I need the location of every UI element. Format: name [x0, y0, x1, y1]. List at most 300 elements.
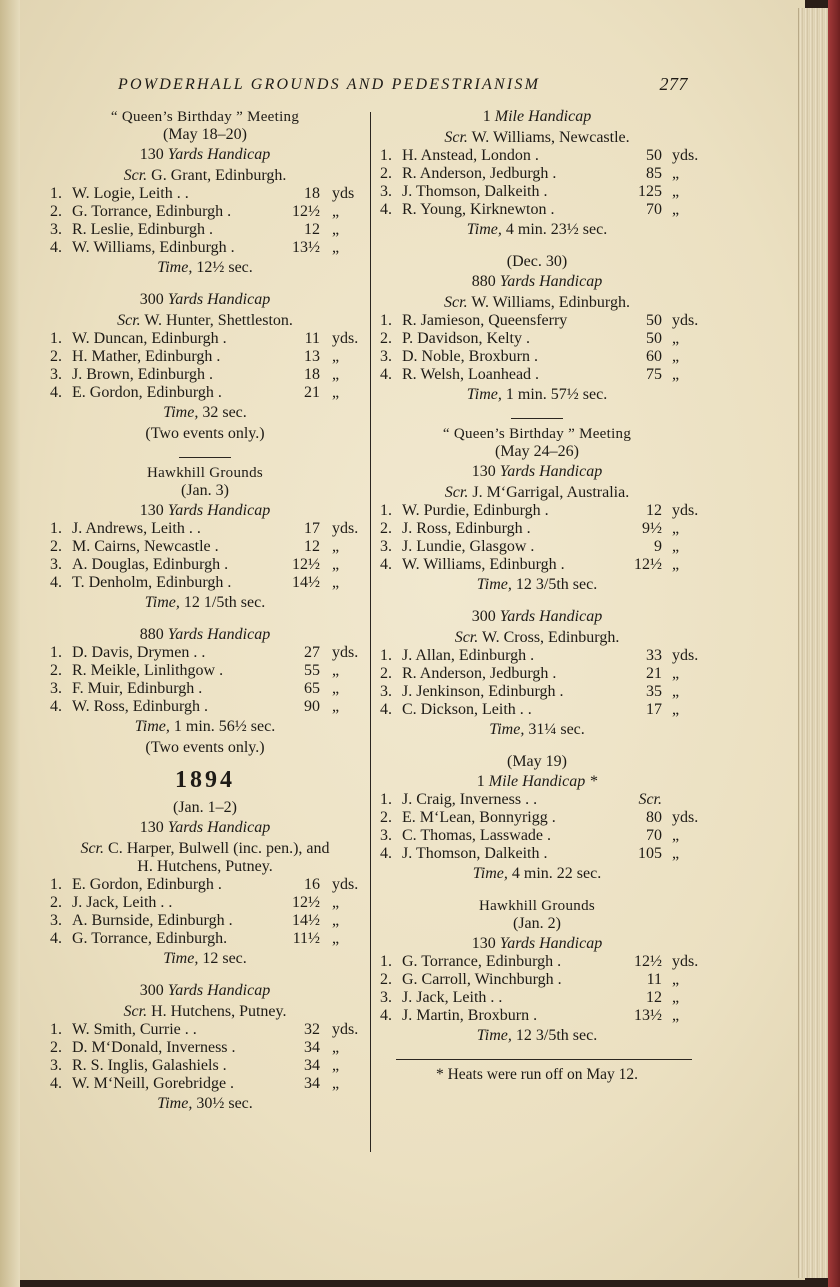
result-place: 3. — [380, 183, 392, 200]
result-name: G. Torrance, Edinburgh. — [72, 930, 228, 947]
result-handicap: 90 — [304, 698, 320, 715]
result-row — [376, 953, 698, 971]
result-row — [376, 845, 698, 863]
result-row — [376, 683, 698, 701]
result-handicap: 18 — [304, 366, 320, 383]
result-row — [376, 147, 698, 165]
event-distance: 880 — [471, 273, 496, 290]
event-title — [376, 935, 698, 953]
time-value: 31¼ sec. — [528, 721, 585, 738]
result-unit: „ — [332, 239, 340, 256]
result-unit: „ — [332, 556, 340, 573]
result-unit: „ — [672, 520, 680, 537]
result-unit: „ — [332, 1039, 340, 1056]
result-unit: „ — [672, 366, 680, 383]
result-row — [46, 698, 364, 716]
result-name: R. Anderson, Jedburgh . — [402, 665, 557, 682]
event-name: Yards Handicap — [499, 273, 603, 290]
result-handicap: 13½ — [292, 239, 320, 256]
result-unit: „ — [672, 1007, 680, 1024]
meeting-title: Hawkhill Grounds — [146, 465, 264, 481]
result-place: 4. — [380, 201, 392, 218]
time-line — [46, 404, 364, 422]
result-handicap: 12 — [304, 221, 320, 238]
time-value: 12 3/5th sec. — [515, 576, 598, 593]
event-distance: 130 — [139, 146, 164, 163]
section-note: (Two events only.) — [145, 739, 265, 756]
event-name: Yards Handicap — [167, 291, 271, 308]
event-title — [376, 108, 698, 126]
result-place: 2. — [50, 1039, 62, 1056]
result-row — [46, 556, 364, 574]
result-handicap: 27 — [304, 644, 320, 661]
result-row — [46, 662, 364, 680]
event-section — [46, 291, 364, 443]
event-distance: 130 — [139, 819, 164, 836]
result-handicap: 32 — [304, 1021, 320, 1038]
result-handicap: 12 — [646, 989, 662, 1006]
event-title — [46, 982, 364, 1000]
result-place: 2. — [50, 662, 62, 679]
result-handicap: 12 — [646, 502, 662, 519]
meeting-title: “ Queen’s Birthday ” Meeting — [442, 426, 632, 442]
result-unit: „ — [672, 556, 680, 573]
scratch-runner: J. M‘Garrigal, Australia. — [472, 484, 630, 501]
scratch-label: Scr. — [444, 129, 468, 146]
result-handicap: 65 — [304, 680, 320, 697]
result-unit: „ — [672, 348, 680, 365]
meeting-date: (Jan. 2) — [513, 915, 561, 932]
scratch-runner: H. Hutchens, Putney. — [151, 1003, 287, 1020]
result-place: 4. — [50, 239, 62, 256]
result-name: D. Davis, Drymen . . — [72, 644, 206, 661]
result-name: J. Craig, Inverness . . — [402, 791, 538, 808]
result-handicap: 11 — [304, 330, 320, 347]
result-name: E. Gordon, Edinburgh . — [72, 876, 222, 893]
result-name: D. M‘Donald, Inverness . — [72, 1039, 236, 1056]
event-title — [46, 502, 364, 520]
event-title — [46, 291, 364, 309]
result-unit: yds. — [672, 312, 699, 329]
result-handicap: 17 — [304, 520, 320, 537]
time-line — [376, 386, 698, 404]
result-place: 1. — [380, 147, 392, 164]
time-label: Time, — [489, 721, 525, 738]
result-handicap: 12½ — [292, 894, 320, 911]
result-handicap: 12½ — [634, 953, 662, 970]
result-handicap: 70 — [646, 201, 662, 218]
result-handicap: 21 — [646, 665, 662, 682]
result-row — [46, 680, 364, 698]
result-place: 4. — [50, 1075, 62, 1092]
result-name: R. Anderson, Jedburgh . — [402, 165, 557, 182]
result-handicap: 50 — [646, 330, 662, 347]
event-name: Yards Handicap — [499, 935, 603, 952]
event-section — [376, 253, 698, 404]
section-rule — [511, 418, 563, 419]
time-label: Time, — [472, 865, 508, 882]
result-row — [46, 203, 364, 221]
time-value: 4 min. 23½ sec. — [505, 221, 608, 238]
result-row — [376, 312, 698, 330]
scratch-label: Scr. — [123, 167, 148, 184]
result-place: 2. — [380, 330, 392, 347]
result-place: 3. — [380, 683, 392, 700]
scratch-label: Scr. — [117, 312, 141, 329]
scratch-label: Scr. — [123, 1003, 148, 1020]
result-place: 3. — [50, 912, 62, 929]
result-unit: yds. — [332, 644, 359, 661]
result-name: C. Thomas, Lasswade . — [402, 827, 552, 844]
result-unit: „ — [672, 701, 680, 718]
time-value: 1 min. 56½ sec. — [173, 718, 276, 735]
year-heading: 1894 — [175, 767, 235, 793]
result-unit: „ — [332, 221, 340, 238]
result-place: 1. — [380, 791, 392, 808]
meeting-date: (May 19) — [507, 753, 567, 770]
result-handicap: 9½ — [642, 520, 662, 537]
result-row — [46, 239, 364, 257]
result-row — [376, 827, 698, 845]
result-unit: „ — [672, 845, 680, 862]
result-place: 3. — [380, 827, 392, 844]
result-unit: „ — [672, 201, 680, 218]
scratch-line — [46, 312, 364, 330]
event-title — [376, 608, 698, 626]
result-place: 4. — [50, 698, 62, 715]
meeting-date: (Jan. 3) — [181, 482, 229, 499]
time-line — [376, 721, 698, 739]
result-name: W. Purdie, Edinburgh . — [402, 502, 549, 519]
result-row — [376, 183, 698, 201]
result-row — [46, 1039, 364, 1057]
result-name: D. Noble, Broxburn . — [402, 348, 538, 365]
event-section — [46, 108, 364, 277]
result-handicap: 70 — [646, 827, 662, 844]
event-name: Yards Handicap — [167, 819, 271, 836]
scratch-line — [46, 167, 364, 185]
result-handicap: 18 — [304, 185, 320, 202]
result-unit: „ — [332, 574, 340, 591]
time-label: Time, — [163, 950, 199, 967]
event-distance: 130 — [471, 935, 496, 952]
result-name: G. Carroll, Winchburgh . — [402, 971, 562, 988]
result-name: W. Duncan, Edinburgh . — [72, 330, 227, 347]
result-place: 1. — [380, 953, 392, 970]
time-label: Time, — [466, 221, 502, 238]
result-unit: „ — [672, 827, 680, 844]
result-place: 1. — [380, 502, 392, 519]
result-unit: „ — [332, 203, 340, 220]
time-line — [376, 865, 698, 883]
result-unit: „ — [332, 1075, 340, 1092]
result-name: E. M‘Lean, Bonnyrigg . — [402, 809, 556, 826]
result-handicap: 12½ — [292, 556, 320, 573]
result-unit: „ — [672, 538, 680, 555]
result-unit: yds. — [332, 520, 359, 537]
result-unit: „ — [672, 971, 680, 988]
result-place: 3. — [380, 538, 392, 555]
result-row — [46, 1075, 364, 1093]
result-name: A. Burnside, Edinburgh . — [72, 912, 233, 929]
result-unit: „ — [332, 912, 340, 929]
result-name: M. Cairns, Newcastle . — [72, 538, 219, 555]
result-handicap: 12½ — [292, 203, 320, 220]
result-name: H. Anstead, London . — [402, 147, 539, 164]
result-name: C. Dickson, Leith . . — [402, 701, 532, 718]
result-name: W. Logie, Leith . . — [72, 185, 189, 202]
result-name: G. Torrance, Edinburgh . — [72, 203, 232, 220]
result-row — [46, 1057, 364, 1075]
scratch-label: Scr. — [80, 840, 105, 857]
result-place: 2. — [50, 894, 62, 911]
event-name: Yards Handicap — [499, 608, 603, 625]
result-row — [376, 330, 698, 348]
event-section — [46, 626, 364, 757]
result-unit: yds — [332, 185, 355, 202]
time-label: Time, — [144, 594, 180, 611]
meeting-date: (Dec. 30) — [506, 253, 568, 270]
result-name: G. Torrance, Edinburgh . — [402, 953, 562, 970]
result-handicap: 55 — [304, 662, 320, 679]
result-name: J. Brown, Edinburgh . — [72, 366, 214, 383]
result-handicap: 12½ — [634, 556, 662, 573]
result-name: J. Ross, Edinburgh . — [402, 520, 531, 537]
result-unit: yds. — [672, 147, 699, 164]
result-row — [376, 989, 698, 1007]
event-distance: 880 — [139, 626, 164, 643]
result-place: 4. — [50, 384, 62, 401]
result-handicap: 50 — [646, 147, 662, 164]
result-handicap: 35 — [646, 683, 662, 700]
result-place: 1. — [50, 330, 62, 347]
event-distance: 300 — [139, 982, 164, 999]
result-handicap: 11 — [646, 971, 662, 988]
result-row — [46, 185, 364, 203]
result-handicap: 13 — [304, 348, 320, 365]
result-name: W. M‘Neill, Gorebridge . — [72, 1075, 235, 1092]
footnote-rule — [396, 1059, 692, 1060]
result-place: 3. — [50, 556, 62, 573]
time-label: Time, — [163, 404, 199, 421]
scratch-line — [376, 629, 698, 647]
result-name: W. Williams, Edinburgh . — [72, 239, 235, 256]
footnote: * Heats were run off on May 12. — [435, 1066, 639, 1083]
time-value: 12 1/5th sec. — [183, 594, 266, 611]
section-rule — [179, 457, 231, 458]
event-distance: 130 — [471, 463, 496, 480]
result-row — [46, 574, 364, 592]
meeting-date: (May 24–26) — [495, 443, 579, 460]
result-row — [46, 330, 364, 348]
result-unit: „ — [332, 698, 340, 715]
meeting-date: (May 18–20) — [163, 126, 247, 143]
result-unit: „ — [332, 894, 340, 911]
result-place: 2. — [50, 203, 62, 220]
result-name: R. Jamieson, Queensferry — [402, 312, 568, 329]
event-distance: 300 — [471, 608, 496, 625]
result-row — [46, 876, 364, 894]
result-unit: „ — [332, 662, 340, 679]
result-handicap: 80 — [646, 809, 662, 826]
result-row — [376, 647, 698, 665]
result-handicap: 16 — [304, 876, 320, 893]
scratch-runner: W. Cross, Edinburgh. — [481, 629, 620, 646]
result-row — [46, 930, 364, 948]
page-number: 277 — [659, 74, 688, 94]
result-row — [46, 644, 364, 662]
result-handicap: 13½ — [634, 1007, 662, 1024]
result-place: 3. — [50, 1057, 62, 1074]
result-handicap: 34 — [304, 1057, 320, 1074]
result-handicap: 14½ — [292, 912, 320, 929]
event-name: Mile Handicap — [494, 108, 592, 125]
result-name: W. Williams, Edinburgh . — [402, 556, 565, 573]
result-handicap: 34 — [304, 1039, 320, 1056]
result-name: W. Smith, Currie . . — [72, 1021, 197, 1038]
event-name: Yards Handicap — [167, 982, 271, 999]
event-section — [376, 608, 698, 739]
time-line — [376, 1027, 698, 1045]
result-handicap: 50 — [646, 312, 662, 329]
time-label: Time, — [476, 576, 512, 593]
result-row — [46, 894, 364, 912]
result-name: J. Jack, Leith . . — [72, 894, 173, 911]
result-unit: yds. — [332, 330, 359, 347]
running-header — [118, 74, 688, 100]
section-note: (Two events only.) — [145, 425, 265, 442]
event-title — [46, 146, 364, 164]
event-section — [46, 767, 364, 968]
result-name: J. Allan, Edinburgh . — [402, 647, 535, 664]
event-title — [46, 626, 364, 644]
result-place: 2. — [380, 520, 392, 537]
event-title — [376, 463, 698, 481]
result-row — [46, 538, 364, 556]
scratch-runner: G. Grant, Edinburgh. — [151, 167, 287, 184]
result-row — [376, 520, 698, 538]
scratch-runner: W. Williams, Newcastle. — [471, 129, 630, 146]
scratch-label: Scr. — [444, 294, 468, 311]
event-title — [46, 819, 364, 837]
result-place: 1. — [380, 312, 392, 329]
result-place: 3. — [50, 680, 62, 697]
scratch-runner: C. Harper, Bulwell (inc. pen.), and — [108, 840, 330, 857]
event-section — [46, 982, 364, 1113]
time-value: 4 min. 22 sec. — [511, 865, 602, 882]
result-place: 4. — [380, 845, 392, 862]
result-row — [46, 348, 364, 366]
page-gutter — [0, 0, 20, 1287]
result-place: 2. — [380, 665, 392, 682]
result-place: 2. — [50, 538, 62, 555]
result-handicap: 14½ — [292, 574, 320, 591]
result-place: 2. — [380, 971, 392, 988]
result-name: R. Leslie, Edinburgh . — [72, 221, 214, 238]
result-handicap: 105 — [638, 845, 662, 862]
result-name: J. Martin, Broxburn . — [402, 1007, 538, 1024]
result-handicap: 34 — [304, 1075, 320, 1092]
event-distance: 300 — [139, 291, 164, 308]
column-divider — [370, 112, 371, 1152]
result-place: 3. — [50, 221, 62, 238]
time-line — [46, 718, 364, 736]
result-name: R. Young, Kirknewton . — [402, 201, 555, 218]
time-value: 1 min. 57½ sec. — [505, 386, 608, 403]
scratch-line — [376, 129, 698, 147]
meeting-date: (Jan. 1–2) — [173, 799, 237, 816]
result-handicap: 21 — [304, 384, 320, 401]
result-unit: yds. — [672, 647, 699, 664]
event-title — [376, 273, 698, 291]
time-label: Time, — [476, 1027, 512, 1044]
result-name: J. Jack, Leith . . — [402, 989, 503, 1006]
result-unit: „ — [672, 165, 680, 182]
result-place: 3. — [380, 348, 392, 365]
time-value: 12½ sec. — [196, 259, 253, 276]
result-handicap: 125 — [638, 183, 662, 200]
time-label: Time, — [134, 718, 170, 735]
result-name: J. Jenkinson, Edinburgh . — [402, 683, 564, 700]
result-place: 1. — [380, 647, 392, 664]
result-row — [376, 971, 698, 989]
result-row — [46, 221, 364, 239]
event-name: Yards Handicap — [499, 463, 603, 480]
event-title — [376, 773, 698, 791]
result-place: 1. — [50, 185, 62, 202]
result-unit: „ — [672, 665, 680, 682]
result-place: 2. — [50, 348, 62, 365]
time-label: Time, — [157, 1095, 193, 1112]
event-section — [376, 425, 698, 594]
result-row — [46, 1021, 364, 1039]
result-unit: „ — [672, 989, 680, 1006]
result-place: 3. — [50, 366, 62, 383]
result-unit: „ — [332, 930, 340, 947]
result-unit: „ — [672, 330, 680, 347]
event-distance: 130 — [139, 502, 164, 519]
event-section — [376, 108, 698, 239]
scratch-line — [46, 840, 364, 858]
result-place: 1. — [50, 876, 62, 893]
result-unit: yds. — [672, 953, 699, 970]
book-cover-edge — [828, 0, 840, 1287]
result-handicap: Scr. — [638, 791, 662, 808]
result-name: F. Muir, Edinburgh . — [72, 680, 203, 697]
result-name: T. Denholm, Edinburgh . — [72, 574, 232, 591]
time-line — [46, 594, 364, 612]
result-name: R. Welsh, Loanhead . — [402, 366, 540, 383]
event-section — [46, 464, 364, 612]
result-row — [376, 366, 698, 384]
result-place: 4. — [50, 574, 62, 591]
result-place: 1. — [50, 644, 62, 661]
time-value: 12 sec. — [202, 950, 247, 967]
right-column — [376, 106, 698, 1084]
result-name: W. Ross, Edinburgh . — [72, 698, 209, 715]
event-section — [376, 753, 698, 883]
result-row — [376, 665, 698, 683]
result-row — [376, 791, 698, 809]
event-name: Yards Handicap — [167, 146, 271, 163]
result-handicap: 75 — [646, 366, 662, 383]
result-handicap: 12 — [304, 538, 320, 555]
result-row — [376, 165, 698, 183]
result-name: A. Douglas, Edinburgh . — [72, 556, 229, 573]
left-column — [46, 106, 364, 1127]
result-unit: yds. — [672, 502, 699, 519]
result-row — [376, 348, 698, 366]
